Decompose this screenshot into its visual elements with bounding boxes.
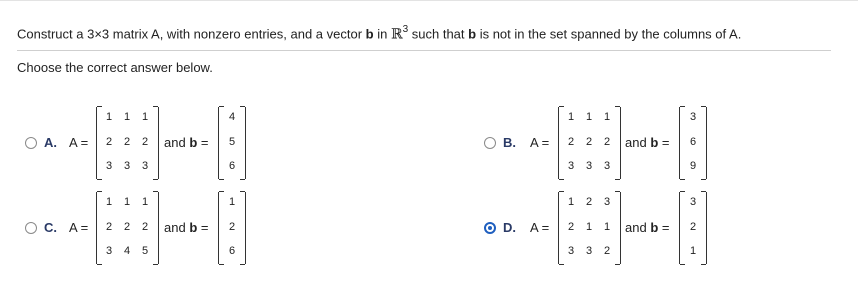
matrix-cell: 1	[105, 111, 113, 123]
matrix-cell: 2	[567, 136, 575, 148]
option-letter: C.	[44, 220, 57, 235]
matrix-cell: 3	[141, 160, 149, 172]
matrix-a-label: A =	[530, 135, 550, 150]
matrix-cell: 2	[123, 136, 131, 148]
matrix-cell: 2	[603, 245, 611, 257]
vector-b	[679, 192, 707, 264]
radio-option-d[interactable]	[484, 222, 496, 234]
matrix-cell: 3	[105, 245, 113, 257]
matrix-a	[96, 192, 159, 264]
vector-b	[218, 192, 246, 264]
and-b-label: and b =	[164, 220, 209, 235]
and-b-label: and b =	[625, 220, 670, 235]
matrix-cell: 3	[585, 245, 593, 257]
matrix-cell: 3	[105, 160, 113, 172]
matrix-cell: 1	[567, 111, 575, 123]
matrix-cell: 2	[585, 136, 593, 148]
vector-cell: 2	[689, 221, 697, 233]
matrix-cell: 2	[585, 196, 593, 208]
matrix-a	[558, 107, 621, 179]
and-b-label: and b =	[164, 135, 209, 150]
matrix-cell: 3	[567, 245, 575, 257]
vector-cell: 6	[228, 160, 236, 172]
matrix-cell: 1	[585, 221, 593, 233]
matrix-cell: 3	[603, 160, 611, 172]
matrix-cell: 1	[105, 196, 113, 208]
vector-cell: 5	[228, 136, 236, 148]
matrix-cell: 2	[123, 221, 131, 233]
matrix-cell: 3	[567, 160, 575, 172]
option-letter: B.	[503, 135, 516, 150]
matrix-cell: 2	[105, 221, 113, 233]
matrix-cell: 1	[123, 111, 131, 123]
question-text: Construct a 3×3 matrix A, with nonzero entries, and a vector b in ℝ$^3$ such that b is not in the set spanned by the columns of A.	[17, 24, 742, 43]
matrix-cell: 1	[585, 111, 593, 123]
vector-cell: 6	[228, 245, 236, 257]
option-letter: D.	[503, 220, 516, 235]
vector-cell: 6	[689, 136, 697, 148]
matrix-cell: 3	[585, 160, 593, 172]
vector-cell: 4	[228, 111, 236, 123]
radio-option-a[interactable]	[25, 137, 37, 149]
vector-cell: 2	[228, 221, 236, 233]
separator-line	[17, 50, 831, 51]
vector-cell: 3	[689, 196, 697, 208]
matrix-cell: 3	[123, 160, 131, 172]
option-letter: A.	[44, 135, 57, 150]
matrix-cell: 1	[567, 196, 575, 208]
matrix-cell: 1	[603, 221, 611, 233]
matrix-cell: 2	[105, 136, 113, 148]
vector-cell: 1	[689, 245, 697, 257]
vector-cell: 1	[228, 196, 236, 208]
matrix-cell: 4	[123, 245, 131, 257]
matrix-cell: 2	[603, 136, 611, 148]
matrix-a-label: A =	[530, 220, 550, 235]
radio-option-b[interactable]	[484, 137, 496, 149]
vector-b	[679, 107, 707, 179]
matrix-a-label: A =	[69, 220, 89, 235]
matrix-a-label: A =	[69, 135, 89, 150]
matrix-cell: 1	[141, 196, 149, 208]
top-border	[0, 0, 858, 1]
vector-b	[218, 107, 246, 179]
instruction-text: Choose the correct answer below.	[17, 60, 213, 75]
matrix-cell: 5	[141, 245, 149, 257]
and-b-label: and b =	[625, 135, 670, 150]
matrix-cell: 2	[141, 136, 149, 148]
matrix-a	[558, 192, 621, 264]
matrix-cell: 1	[603, 111, 611, 123]
matrix-cell: 2	[567, 221, 575, 233]
matrix-a	[96, 107, 159, 179]
matrix-cell: 1	[123, 196, 131, 208]
vector-cell: 3	[689, 111, 697, 123]
matrix-cell: 1	[141, 111, 149, 123]
radio-option-c[interactable]	[25, 222, 37, 234]
matrix-cell: 2	[141, 221, 149, 233]
matrix-cell: 3	[603, 196, 611, 208]
vector-cell: 9	[689, 160, 697, 172]
